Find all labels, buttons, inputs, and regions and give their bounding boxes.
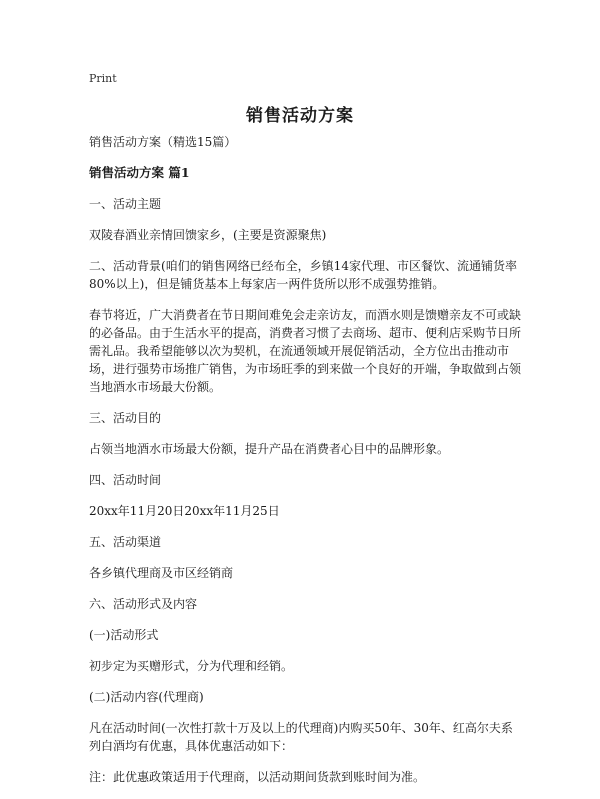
document-title: 销售活动方案 [246, 106, 354, 126]
paragraph-note: 注：此优惠政策适用于代理商，以活动期间货款到账时间为准。 [89, 770, 426, 784]
print-label: Print [89, 72, 117, 85]
paragraph-background: 二、活动背景(咱们的销售网络已经布全，乡镇14家代理、市区餐饮、流通铺货率80%以上)，但是铺货基本上每家店一两件货所以形不成强势推销。 [89, 259, 517, 291]
document-intro: 销售活动方案（精选15篇） [89, 135, 237, 149]
paragraph-purpose: 占领当地酒水市场最大份额，提升产品在消费者心目中的品牌形象。 [89, 442, 450, 456]
paragraph-heading-channel: 五、活动渠道 [89, 535, 162, 549]
paragraph-channel: 各乡镇代理商及市区经销商 [89, 566, 234, 580]
paragraph-heading-theme: 一、活动主题 [89, 197, 162, 211]
paragraph-time: 20xx年11月20日20xx年11月25日 [89, 504, 280, 518]
paragraph-heading-purpose: 三、活动目的 [89, 411, 162, 425]
paragraph-subheading-form: (一)活动形式 [89, 628, 159, 642]
paragraph-heading-time: 四、活动时间 [89, 473, 162, 487]
paragraph-subheading-content: (二)活动内容(代理商) [89, 690, 204, 704]
paragraph-spring-festival: 春节将近，广大消费者在节日期间难免会走亲访友，而酒水则是馈赠亲友不可或缺的必备品。由于生活水平的提高，消费者习惯了去商场、超市、便利店采购节日所需礼品。我希望能够以次为契机，在流通领域开展促销活动，全方位出击推动市场，进行强势市场推广销售，为市场旺季的到来做一个良好的开端，争取做到占领当地酒水市场最大份额。 [89, 308, 522, 394]
document-body [89, 133, 521, 799]
section-subtitle: 销售活动方案 篇1 [89, 165, 190, 180]
paragraph-form: 初步定为买赠形式，分为代理和经销。 [89, 659, 294, 673]
paragraph-theme: 双陵春酒业亲情回馈家乡，(主要是资源聚焦) [89, 228, 327, 242]
paragraph-content: 凡在活动时间(一次性打款十万及以上的代理商)内购买50年、30年、红高尔夫系列白酒均有优惠，具体优惠活动如下： [89, 721, 513, 753]
paragraph-heading-form: 六、活动形式及内容 [89, 597, 198, 611]
